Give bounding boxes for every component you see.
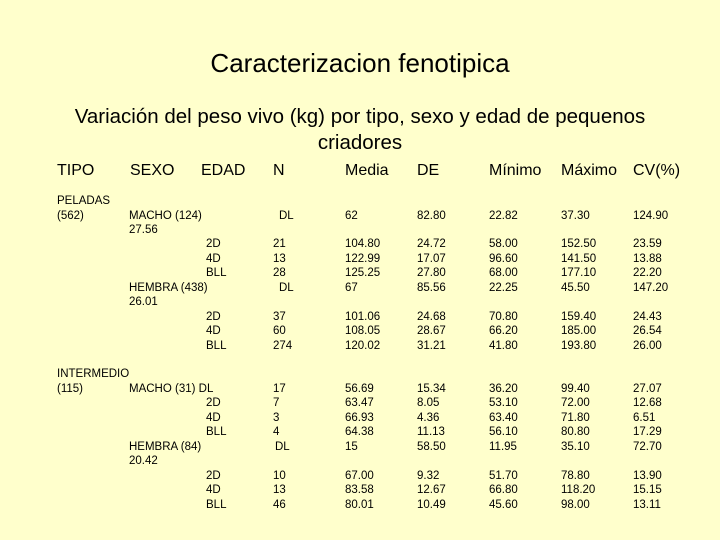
media-cell: 83.58 xyxy=(345,484,374,496)
max-cell: 177.10 xyxy=(561,267,597,279)
n-cell: 3 xyxy=(273,411,280,424)
max-cell: 98.00 xyxy=(561,498,590,511)
min-cell: 22.82 xyxy=(489,210,518,222)
slide-title: Caracterizacion fenotipica xyxy=(210,48,510,78)
edad-2d: 2D xyxy=(206,397,221,409)
de-cell: 8.05 xyxy=(417,397,440,409)
sexo-label: HEMBRA (438) xyxy=(129,281,208,294)
n-cell: 4 xyxy=(273,426,280,438)
cv-cell: 13.11 xyxy=(633,498,661,511)
min-cell: 66.20 xyxy=(489,325,518,337)
max-cell: 78.80 xyxy=(561,469,590,482)
edad-4d: 4D xyxy=(206,484,221,496)
cv-cell: 13.90 xyxy=(633,469,662,482)
n-cell: DL xyxy=(275,440,290,453)
cv-cell: 24.43 xyxy=(633,310,662,323)
media-cell: 62 xyxy=(345,210,358,222)
min-cell: 45.60 xyxy=(489,498,518,511)
n-cell: 17 xyxy=(273,382,286,395)
media-cell: 63.47 xyxy=(345,397,374,409)
min-cell: 66.80 xyxy=(489,484,518,496)
sexo-label: HEMBRA (84) xyxy=(129,440,202,453)
cv-cell: 26.00 xyxy=(633,339,662,352)
slide-subtitle: Variación del peso vivo (kg) por tipo, sexo y edad de pequenos criadores xyxy=(74,105,646,154)
media-cell: 120.02 xyxy=(345,339,381,352)
de-cell: 12.67 xyxy=(417,484,446,496)
cv-cell: 27.07 xyxy=(633,382,662,395)
de-cell: 24.72 xyxy=(417,238,446,250)
tipo-count: (562) xyxy=(57,210,84,222)
tipo-label: INTERMEDIO xyxy=(57,368,130,380)
n-cell: DL xyxy=(279,281,294,294)
edad-4d: 4D xyxy=(206,411,221,424)
n-cell: DL xyxy=(279,210,294,222)
cv-cell: 147.20 xyxy=(633,281,669,294)
cv-cell: 22.20 xyxy=(633,267,662,279)
media-cell: 108.05 xyxy=(345,325,381,337)
min-cell: 22.25 xyxy=(489,281,518,294)
de-cell: 15.34 xyxy=(417,382,446,395)
max-cell: 72.00 xyxy=(561,397,590,409)
cv-cell: 13.88 xyxy=(633,252,662,265)
media-cell: 80.01 xyxy=(345,498,374,511)
de-cell: 24.68 xyxy=(417,310,446,323)
header-tipo: TIPO xyxy=(57,162,95,179)
edad-2d: 2D xyxy=(206,310,221,323)
max-cell: 37.30 xyxy=(561,210,590,222)
max-cell: 118.20 xyxy=(561,484,596,496)
de-cell: 28.67 xyxy=(417,325,446,337)
min-cell: 96.60 xyxy=(489,252,518,265)
edad-bll: BLL xyxy=(206,498,227,511)
cv-cell: 6.51 xyxy=(633,411,656,424)
header-maximo: Máximo xyxy=(561,162,618,179)
max-cell: 80.80 xyxy=(561,426,590,438)
edad-2d: 2D xyxy=(206,469,221,482)
de-cell: 27.80 xyxy=(417,267,446,279)
cv-cell: 124.90 xyxy=(633,210,669,222)
de-cell: 4.36 xyxy=(417,411,440,424)
max-cell: 141.50 xyxy=(561,252,597,265)
max-cell: 35.10 xyxy=(561,440,590,453)
min-cell: 58.00 xyxy=(489,238,518,250)
sexo-subvalue: 26.01 xyxy=(129,296,158,308)
header-media: Media xyxy=(345,162,389,179)
max-cell: 152.50 xyxy=(561,238,597,250)
min-cell: 63.40 xyxy=(489,411,518,424)
n-cell: 274 xyxy=(273,339,293,352)
de-cell: 85.56 xyxy=(417,281,446,294)
n-cell: 13 xyxy=(273,252,286,265)
min-cell: 41.80 xyxy=(489,339,518,352)
n-cell: 60 xyxy=(273,325,286,337)
max-cell: 193.80 xyxy=(561,339,597,352)
media-cell: 67 xyxy=(345,281,358,294)
edad-2d: 2D xyxy=(206,238,221,250)
cv-cell: 23.59 xyxy=(633,238,662,250)
min-cell: 36.20 xyxy=(489,382,518,395)
max-cell: 159.40 xyxy=(561,310,597,323)
n-cell: 21 xyxy=(273,238,286,250)
cv-cell: 17.29 xyxy=(633,426,662,438)
edad-bll: BLL xyxy=(206,339,227,352)
de-cell: 17.07 xyxy=(417,252,446,265)
tipo-label: PELADAS xyxy=(57,195,111,207)
media-cell: 66.93 xyxy=(345,411,374,424)
edad-bll: BLL xyxy=(206,426,227,438)
n-cell: 37 xyxy=(273,310,286,323)
tipo-count: (115) xyxy=(57,382,83,395)
media-cell: 15 xyxy=(345,440,358,453)
max-cell: 71.80 xyxy=(561,411,590,424)
min-cell: 70.80 xyxy=(489,310,518,323)
sexo-label: MACHO (124) xyxy=(129,210,202,222)
media-cell: 67.00 xyxy=(345,469,374,482)
min-cell: 53.10 xyxy=(489,397,518,409)
min-cell: 11.95 xyxy=(489,440,517,453)
header-minimo: Mínimo xyxy=(489,162,542,179)
n-cell: 28 xyxy=(273,267,286,279)
sexo-subvalue: 20.42 xyxy=(129,455,158,467)
sexo-subvalue: 27.56 xyxy=(129,224,158,236)
n-cell: 7 xyxy=(273,397,280,409)
edad-bll: BLL xyxy=(206,267,227,279)
n-cell: 10 xyxy=(273,469,286,482)
cv-cell: 15.15 xyxy=(633,484,662,496)
header-sexo: SEXO xyxy=(130,162,175,179)
max-cell: 99.40 xyxy=(561,382,590,395)
max-cell: 185.00 xyxy=(561,325,597,337)
de-cell: 31.21 xyxy=(417,339,446,352)
de-cell: 11.13 xyxy=(417,426,445,438)
media-cell: 122.99 xyxy=(345,252,381,265)
media-cell: 104.80 xyxy=(345,238,381,250)
header-n: N xyxy=(273,162,285,179)
cv-cell: 26.54 xyxy=(633,325,662,337)
de-cell: 9.32 xyxy=(417,469,440,482)
min-cell: 56.10 xyxy=(489,426,518,438)
cv-cell: 12.68 xyxy=(633,397,662,409)
de-cell: 82.80 xyxy=(417,210,446,222)
header-cv: CV(%) xyxy=(633,162,681,179)
de-cell: 10.49 xyxy=(417,498,446,511)
edad-4d: 4D xyxy=(206,325,221,337)
n-cell: 46 xyxy=(273,498,286,511)
media-cell: 101.06 xyxy=(345,310,381,323)
cv-cell: 72.70 xyxy=(633,440,662,453)
media-cell: 125.25 xyxy=(345,267,381,279)
max-cell: 45.50 xyxy=(561,281,590,294)
media-cell: 56.69 xyxy=(345,382,374,395)
header-edad: EDAD xyxy=(201,162,246,179)
edad-4d: 4D xyxy=(206,252,221,265)
media-cell: 64.38 xyxy=(345,426,374,438)
min-cell: 51.70 xyxy=(489,469,518,482)
n-cell: 13 xyxy=(273,484,286,496)
min-cell: 68.00 xyxy=(489,267,518,279)
header-de: DE xyxy=(417,162,440,179)
sexo-label: MACHO (31) DL xyxy=(129,382,214,395)
de-cell: 58.50 xyxy=(417,440,446,453)
